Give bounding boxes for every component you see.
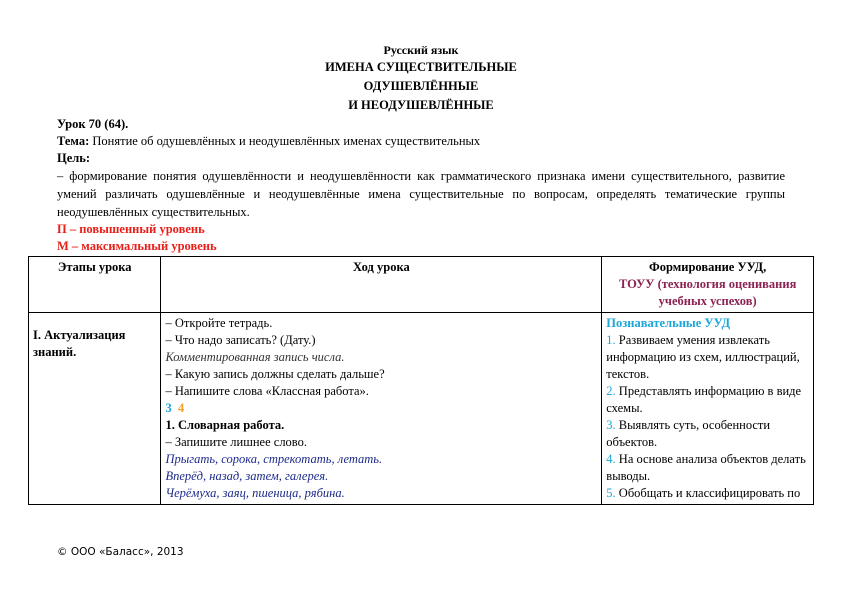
topic-text: Понятие об одушевлённых и неодушевлённых именах существительных [89,134,481,148]
copyright-footer: © ООО «Баласс», 2013 [57,546,184,558]
topic-label: Тема: [57,134,90,148]
header-course: Ход урока [161,257,602,313]
uud-item: 2. Представлять информацию в виде схемы. [606,384,802,415]
uud-item: 3. Выявлять суть, особенности объектов. [606,418,771,449]
stage-cell: I. Актуализация знаний. [29,313,161,505]
goal-label: Цель: [57,151,91,165]
level-m: М – максимальный уровень [57,239,217,253]
course-line: Комментированная запись числа. [165,350,345,364]
word-row: Черёмуха, заяц, пшеница, рябина. [165,486,345,500]
uud-cell [602,313,814,505]
header-uud-line1: Формирование УУД, [649,260,767,274]
document-title-block [0,43,842,115]
title-line-1: ИМЕНА СУЩЕСТВИТЕЛЬНЫЕ [325,60,517,74]
lesson-table [28,256,814,505]
uud-item: 4. На основе анализа объектов делать выводы. [606,452,806,483]
table-header-row [29,257,814,313]
lesson-topic [57,133,785,150]
goal-text: – формирование понятия одушевлённости и неодушевлённости как грамматического признака имени существительного, развитие умений различать одушевлённые и неодушевлённые имена существительные по вопросам, определять тематические группы неодушевлённых существительных. [57,169,785,219]
task-instruction: – Запишите лишнее слово. [165,435,307,449]
header-stages: Этапы урока [29,257,161,313]
uud-item: 1. Развиваем умения извлекать информацию из схем, иллюстраций, текстов. [606,333,800,381]
subject-title: Русский язык [383,43,459,57]
level-p: П – повышенный уровень [57,222,205,236]
uud-item: 5. Обобщать и классифицировать по [606,486,801,500]
level-number-3: 3 [165,401,172,415]
lesson-number: Урок 70 (64). [57,117,129,131]
course-line: – Что надо записать? (Дату.) [165,333,316,347]
course-line: – Напишите слова «Классная работа». [165,384,369,398]
course-line: – Откройте тетрадь. [165,316,273,330]
header-uud-line2: ТОУУ (технология оценивания учебных успехов) [618,277,797,308]
header-uud [602,257,814,313]
task-title: 1. Словарная работа. [165,418,285,432]
word-row: Прыгать, сорока, стрекотать, летать. [165,452,383,466]
level-numbers [165,400,597,417]
course-line: – Какую запись должны сделать дальше? [165,367,385,381]
title-line-2: ОДУШЕВЛЁННЫЕ [363,79,479,93]
word-row: Вперёд, назад, затем, галерея. [165,469,329,483]
course-cell [161,313,602,505]
level-number-4: 4 [177,401,185,415]
title-line-3: И НЕОДУШЕВЛЁННЫЕ [348,98,494,112]
lesson-meta [57,116,785,255]
table-row [29,313,814,505]
uud-title: Познавательные УУД [606,316,731,330]
